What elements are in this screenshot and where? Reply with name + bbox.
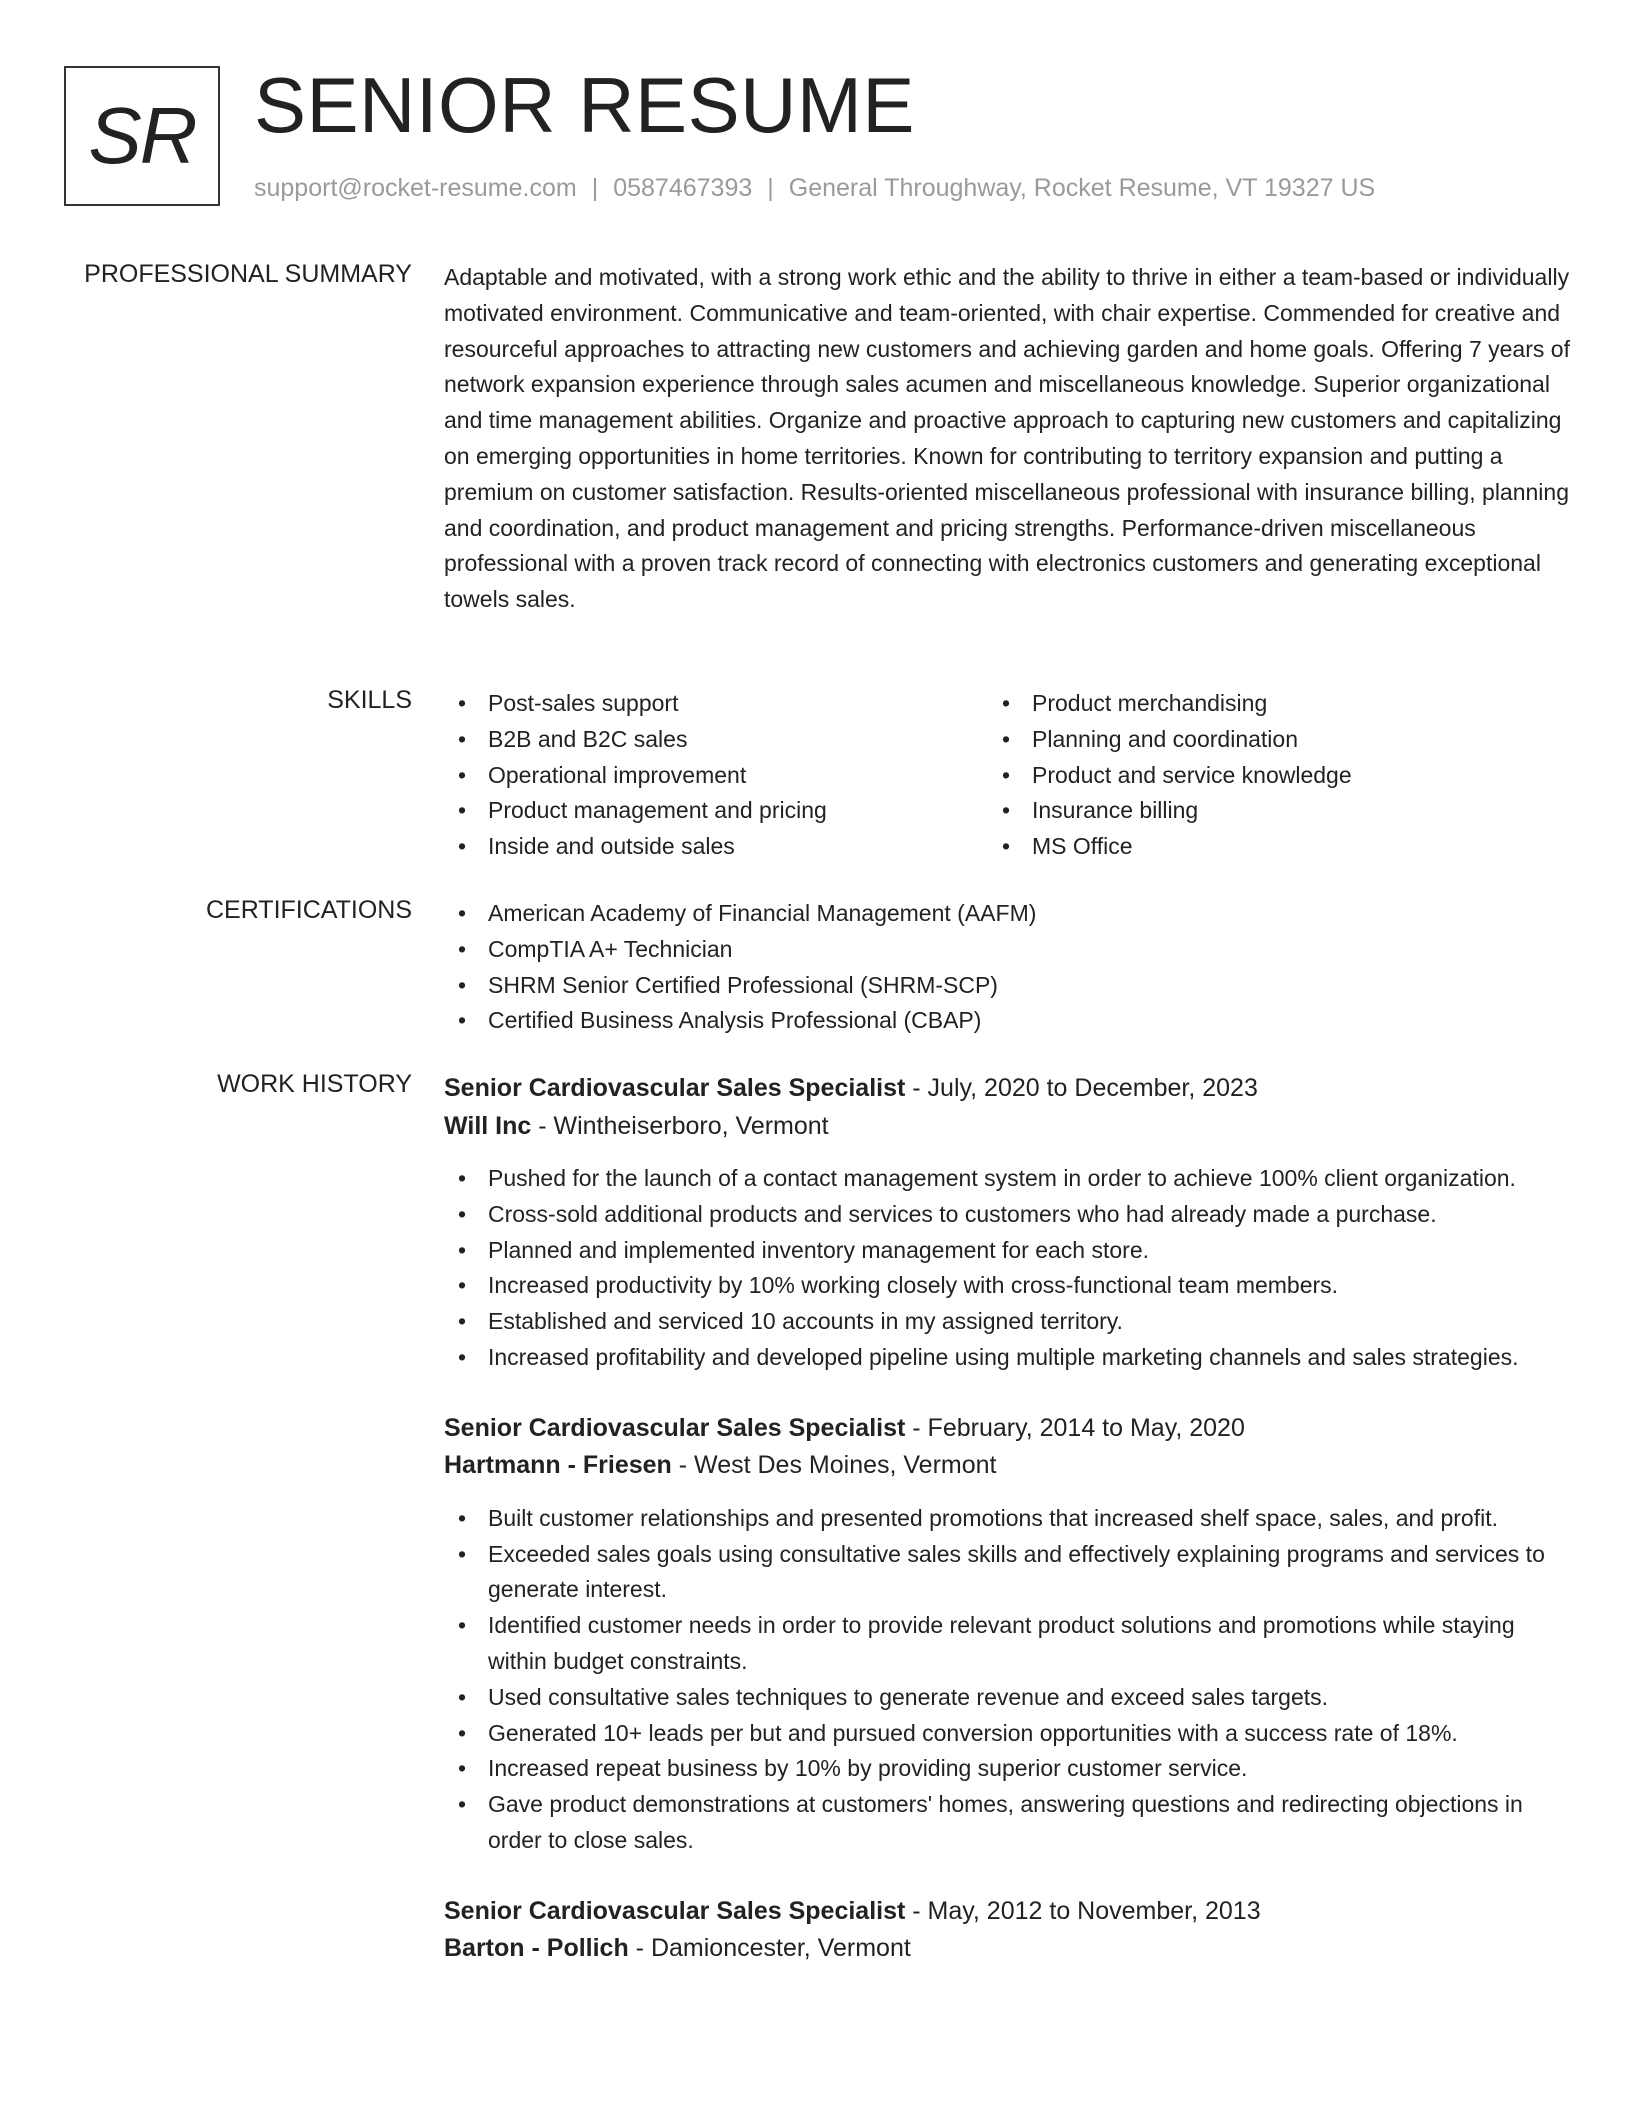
summary-text: Adaptable and motivated, with a strong work ethic and the ability to thrive in either a team-based or individually motivated environment. Communicative and team-oriented, with chair expertise. Commended for creative and resourceful approaches to attracting new customers and achieving garden and home goals. Offering 7 years of network expansion experience through sales acumen and miscellaneous knowledge. Superior organizational and time management abilities. Organize and proactive approach to capturing new customers and capitalizing on emerging opportunities in home territories. Known for contributing to territory expansion and putting a premium on customer satisfaction. Results-oriented miscellaneous professional with insurance billing, planning and coordination, and product management and pricing strengths. Performance-driven miscellaneous professional with a proven track record of connecting with electronics customers and generating exceptional towels sales. (444, 264, 1570, 613)
job-dates: - May, 2012 to November, 2013 (905, 1896, 1261, 1925)
section-label-work-history: WORK HISTORY (217, 1070, 412, 1098)
contact-line (254, 174, 1375, 203)
job-title: Senior Cardiovascular Sales Specialist (444, 1074, 906, 1102)
skill-item: • Planning and coordination (988, 722, 1532, 758)
job-dates: - February, 2014 to May, 2020 (905, 1413, 1245, 1442)
company-line (444, 1447, 1572, 1485)
job-title: Senior Cardiovascular Sales Specialist (444, 1896, 906, 1925)
skill-item: • Post-sales support (444, 686, 988, 722)
certification-item: • Certified Business Analysis Professional (CBAP) (444, 1003, 1572, 1039)
skill-item: • Product merchandising (988, 686, 1532, 722)
job-bullet-item: • Increased repeat business by 10% by providing superior customer service. (444, 1751, 1572, 1787)
job-bullet-item: • Generated 10+ leads per but and pursued conversion opportunities with a success rate of 18%. (444, 1716, 1572, 1752)
job-bullet-item: • Built customer relationships and presented promotions that increased shelf space, sales, and profit. (444, 1501, 1572, 1537)
skills-list-left (444, 686, 988, 865)
job-bullet-item: • Gave product demonstrations at customers' homes, answering questions and redirecting objections in order to close sales. (444, 1787, 1572, 1859)
section-label-skills: SKILLS (327, 686, 412, 714)
contact-phone[interactable]: 0587467393 (613, 174, 753, 202)
certification-item: • CompTIA A+ Technician (444, 932, 1572, 968)
company-location: - West Des Moines, Vermont (671, 1451, 997, 1480)
job-bullet-item: • Used consultative sales techniques to generate revenue and exceed sales targets. (444, 1680, 1572, 1716)
skill-item: • Product management and pricing (444, 793, 988, 829)
contact-separator: | (767, 174, 774, 202)
jobs-list (444, 1070, 1572, 2002)
skills-list-right (988, 686, 1532, 865)
monogram-logo: SR (64, 66, 220, 206)
certification-item: • American Academy of Financial Management (AAFM) (444, 896, 1572, 932)
resume-header (64, 61, 1572, 216)
job-title: Senior Cardiovascular Sales Specialist (444, 1413, 906, 1442)
page-title: SENIOR RESUME (254, 61, 915, 149)
job-bullet-item: • Cross-sold additional products and services to customers who had already made a purchase. (444, 1197, 1572, 1233)
job-title-line (444, 1070, 1572, 1108)
job-dates: - July, 2020 to December, 2023 (905, 1074, 1258, 1102)
job-entry (444, 1410, 1572, 1859)
company-name: Will Inc (444, 1111, 532, 1140)
section-label-summary: PROFESSIONAL SUMMARY (84, 260, 412, 288)
job-bullet-item: • Identified customer needs in order to provide relevant product solutions and promotions while staying within budget constraints. (444, 1608, 1572, 1680)
job-bullet-item: • Exceeded sales goals using consultative sales skills and effectively explaining programs and services to generate interest. (444, 1537, 1572, 1609)
contact-email[interactable]: support@rocket-resume.com (254, 174, 577, 202)
company-name: Hartmann - Friesen (444, 1451, 672, 1480)
job-bullet-item: • Established and serviced 10 accounts in my assigned territory. (444, 1304, 1572, 1340)
company-line (444, 1108, 1572, 1146)
skill-item: • Insurance billing (988, 793, 1532, 829)
company-location: - Damioncester, Vermont (628, 1934, 911, 1963)
job-title-line (444, 1410, 1572, 1448)
company-name: Barton - Pollich (444, 1934, 629, 1963)
job-entry (444, 1070, 1572, 1376)
company-line (444, 1930, 1572, 1968)
job-bullet-item: • Planned and implemented inventory management for each store. (444, 1233, 1572, 1269)
job-bullet-item: • Pushed for the launch of a contact management system in order to achieve 100% client organization. (444, 1161, 1572, 1197)
job-title-line (444, 1893, 1572, 1931)
contact-separator: | (591, 174, 599, 202)
certification-item: • SHRM Senior Certified Professional (SHRM-SCP) (444, 968, 1572, 1004)
skill-item: • B2B and B2C sales (444, 722, 988, 758)
skill-item: • Operational improvement (444, 758, 988, 794)
skill-item: • MS Office (988, 829, 1532, 865)
job-bullet-item: • Increased productivity by 10% working closely with cross-functional team members. (444, 1268, 1572, 1304)
company-location: - Wintheiserboro, Vermont (531, 1111, 829, 1140)
job-entry (444, 1893, 1572, 1968)
section-label-certifications: CERTIFICATIONS (205, 896, 412, 924)
skill-item: • Product and service knowledge (988, 758, 1532, 794)
certifications-list (444, 896, 1572, 1039)
contact-address: General Throughway, Rocket Resume, VT 19327 US (788, 174, 1376, 202)
job-bullets (444, 1161, 1572, 1376)
skill-item: • Inside and outside sales (444, 829, 988, 865)
job-bullets (444, 1501, 1572, 1859)
job-bullet-item: • Increased profitability and developed pipeline using multiple marketing channels and sales strategies. (444, 1340, 1572, 1376)
